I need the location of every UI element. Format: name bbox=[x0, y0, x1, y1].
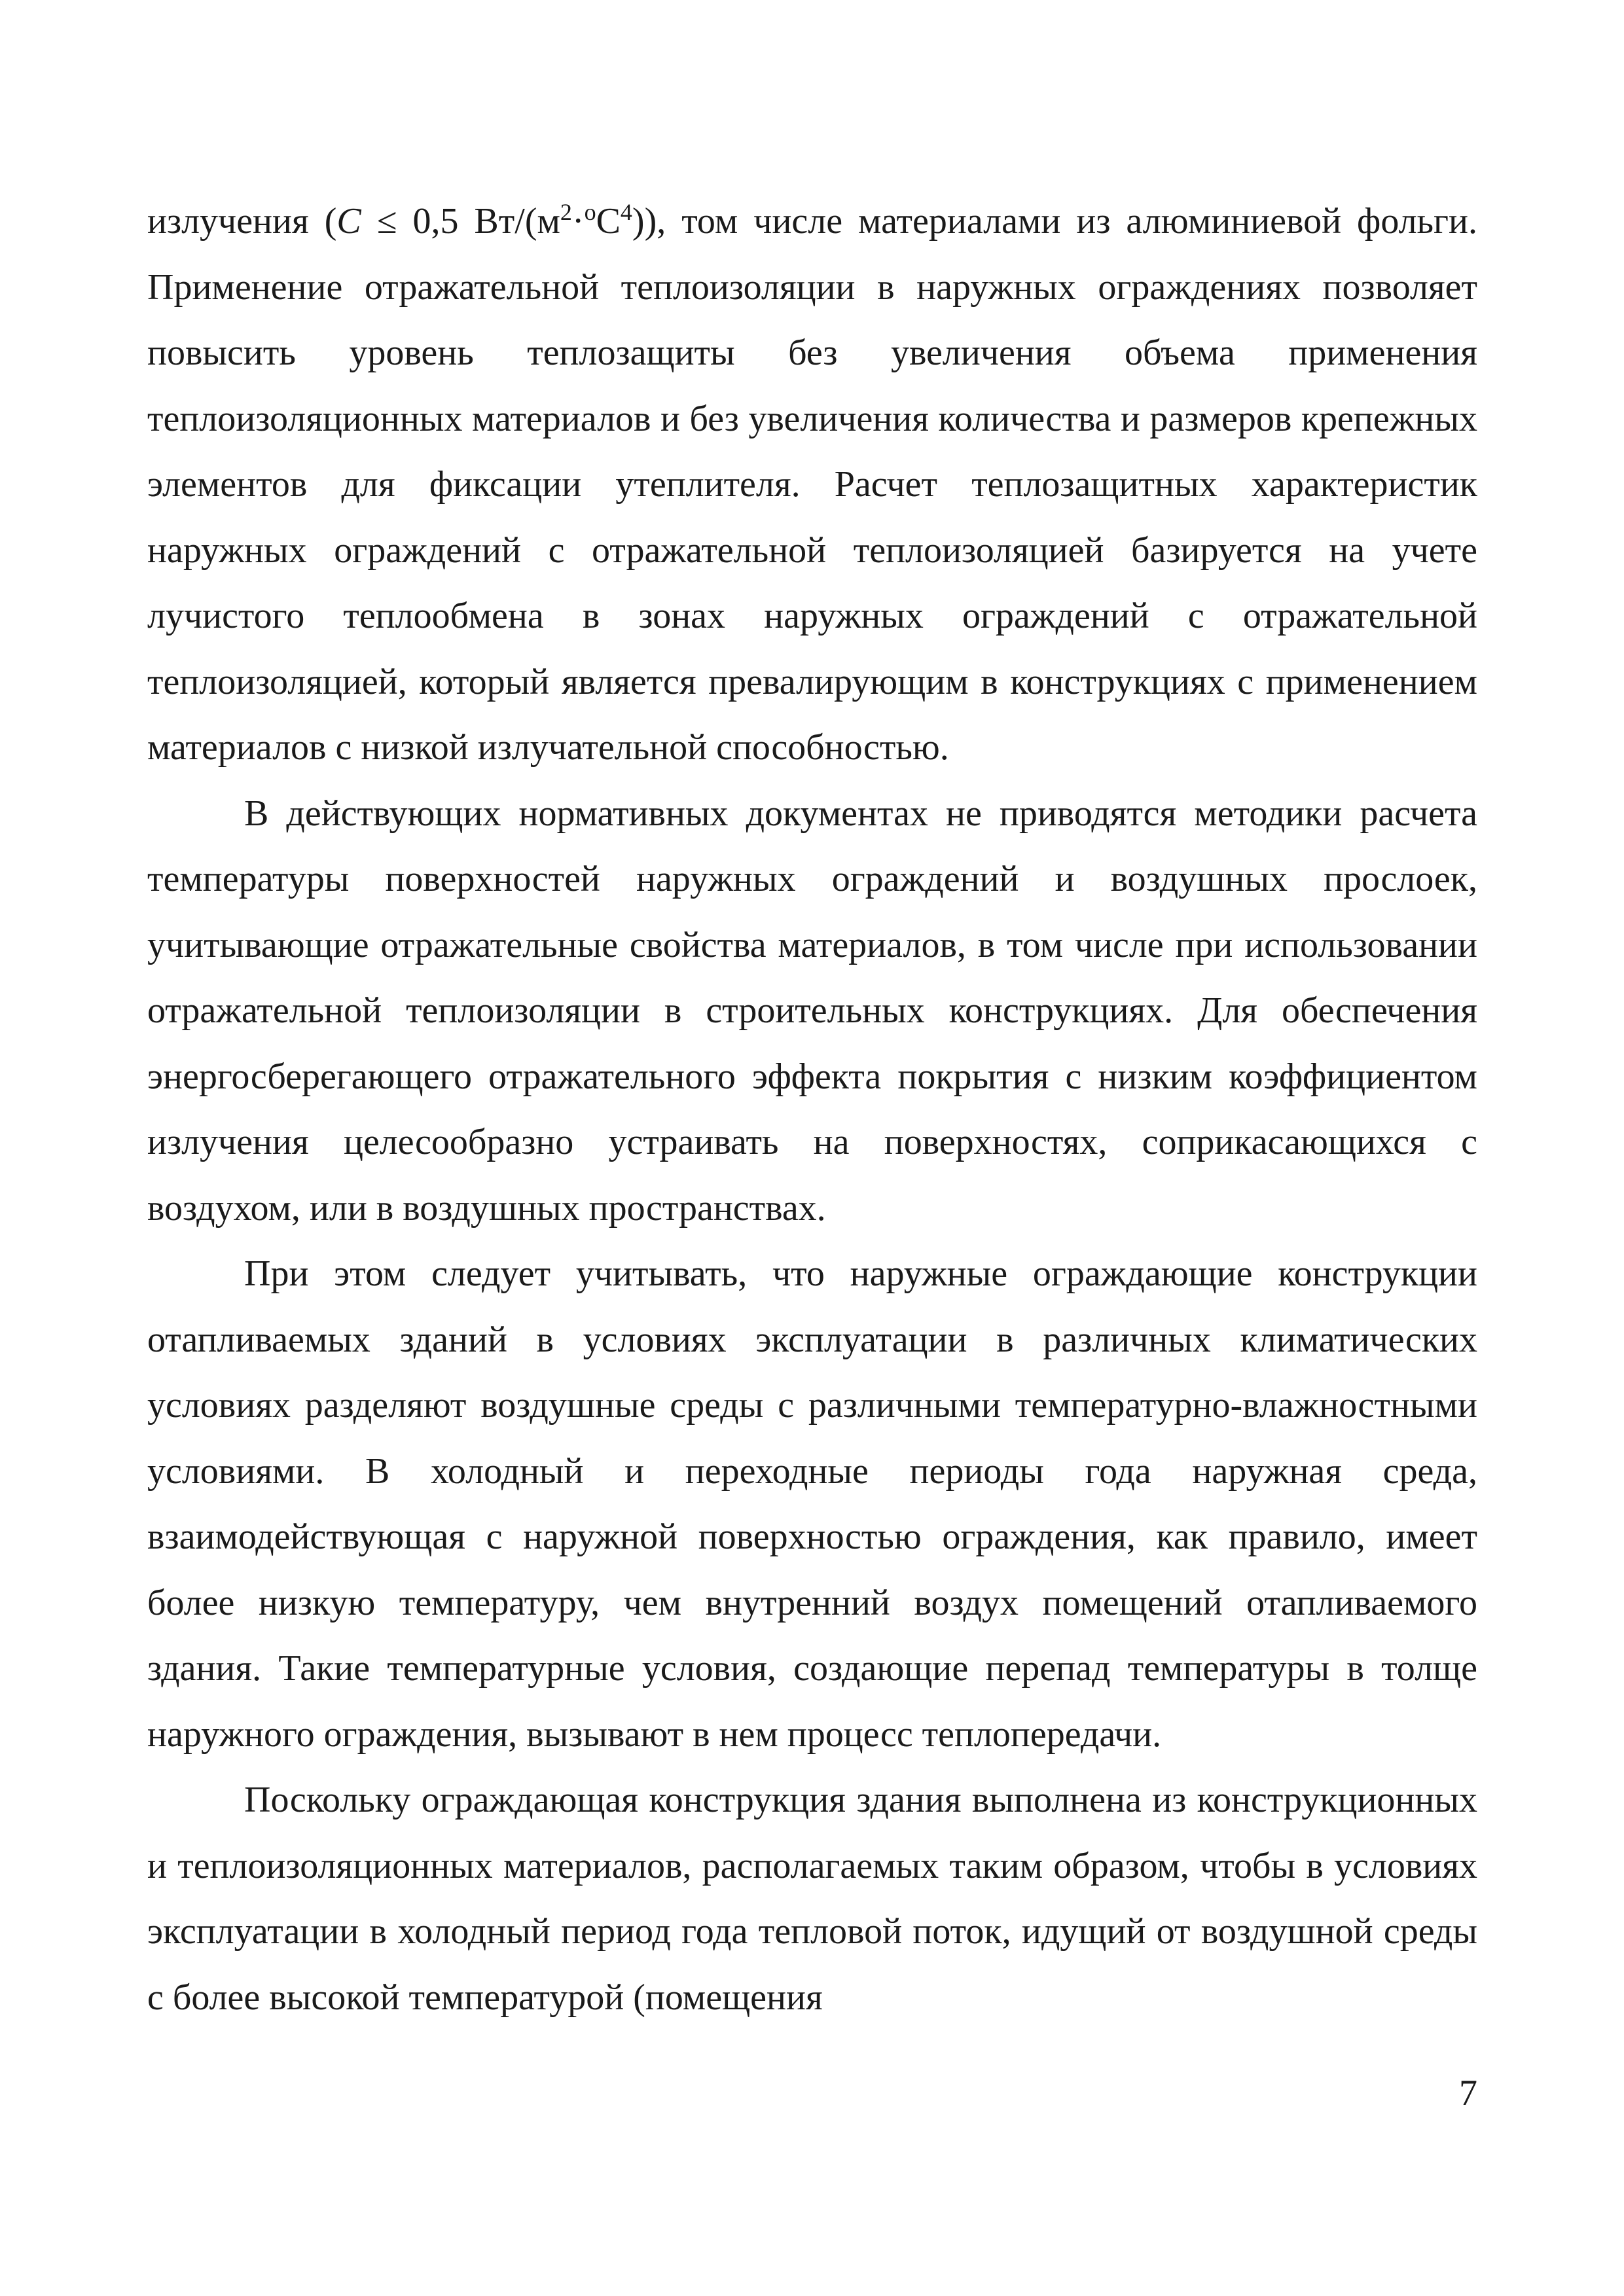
paragraph-3: При этом следует учитывать, что наружные ограждающие конструкции отапливаемых зданий в условиях эксплуатации в различных климатических условиях разделяют воздушные среды с различными температурно-влажностными условиями. В холодный и переходные периоды года наружная среда, взаимодействующая с наружной поверхностью ограждения, как правило, имеет более низкую температуру, чем внутренний воздух помещений отапливаемого здания. Такие температурные условия, создающие перепад температуры в толще наружного ограждения, вызывают в нем процесс теплопередачи. bbox=[147, 1253, 1477, 1755]
paragraph-1-text: )), том числе материалами из алюминиевой фольги. Применение отражательной теплоизоляции в наружных ограждениях позволяет повысить уровень теплозащиты без увеличения объема применения теплоизоляционных материалов и без увеличения количества и размеров крепежных элементов для фиксации утеплителя. Расчет теплозащитных характеристик наружных ограждений с отражательной теплоизоляцией базируется на учете лучистого теплообмена в зонах наружных ограждений с отражательной теплоизоляцией, который является превалирующим в конструкциях с применением материалов с низкой излучательной способностью. bbox=[147, 201, 1477, 768]
paragraph-4: Поскольку ограждающая конструкция здания выполнена из конструкционных и теплоизоляционных материалов, располагаемых таким образом, чтобы в условиях эксплуатации в холодный период года тепловой поток, идущий от воздушной среды с более высокой температурой (помещения bbox=[147, 1780, 1477, 2018]
paragraph-2: В действующих нормативных документах не приводятся методики расчета температуры поверхностей наружных ограждений и воздушных прослоек, учитывающие отражательные свойства материалов, в том числе при использовании отражательной теплоизоляции в строительных конструкциях. Для обеспечения энергосберегающего отражательного эффекта покрытия с низким коэффициентом излучения целесообразно устраивать на поверхностях, соприкасающихся с воздухом, или в воздушных пространствах. bbox=[147, 793, 1477, 1229]
celsius-unit: C bbox=[596, 201, 621, 242]
unit-exponent-2: 2 bbox=[560, 199, 572, 225]
paragraph-1-prefix: излучения ( bbox=[147, 201, 337, 242]
unit-dot: · bbox=[571, 201, 585, 242]
page-number: 7 bbox=[1459, 2073, 1477, 2113]
emissivity-condition: ≤ 0,5 Вт/(м bbox=[361, 201, 560, 242]
paragraph-1 bbox=[147, 188, 1477, 781]
degree-sign: о bbox=[584, 199, 596, 225]
unit-exponent-4: 4 bbox=[620, 199, 632, 225]
document-body bbox=[147, 188, 1477, 2030]
emissivity-symbol: C bbox=[336, 201, 361, 242]
